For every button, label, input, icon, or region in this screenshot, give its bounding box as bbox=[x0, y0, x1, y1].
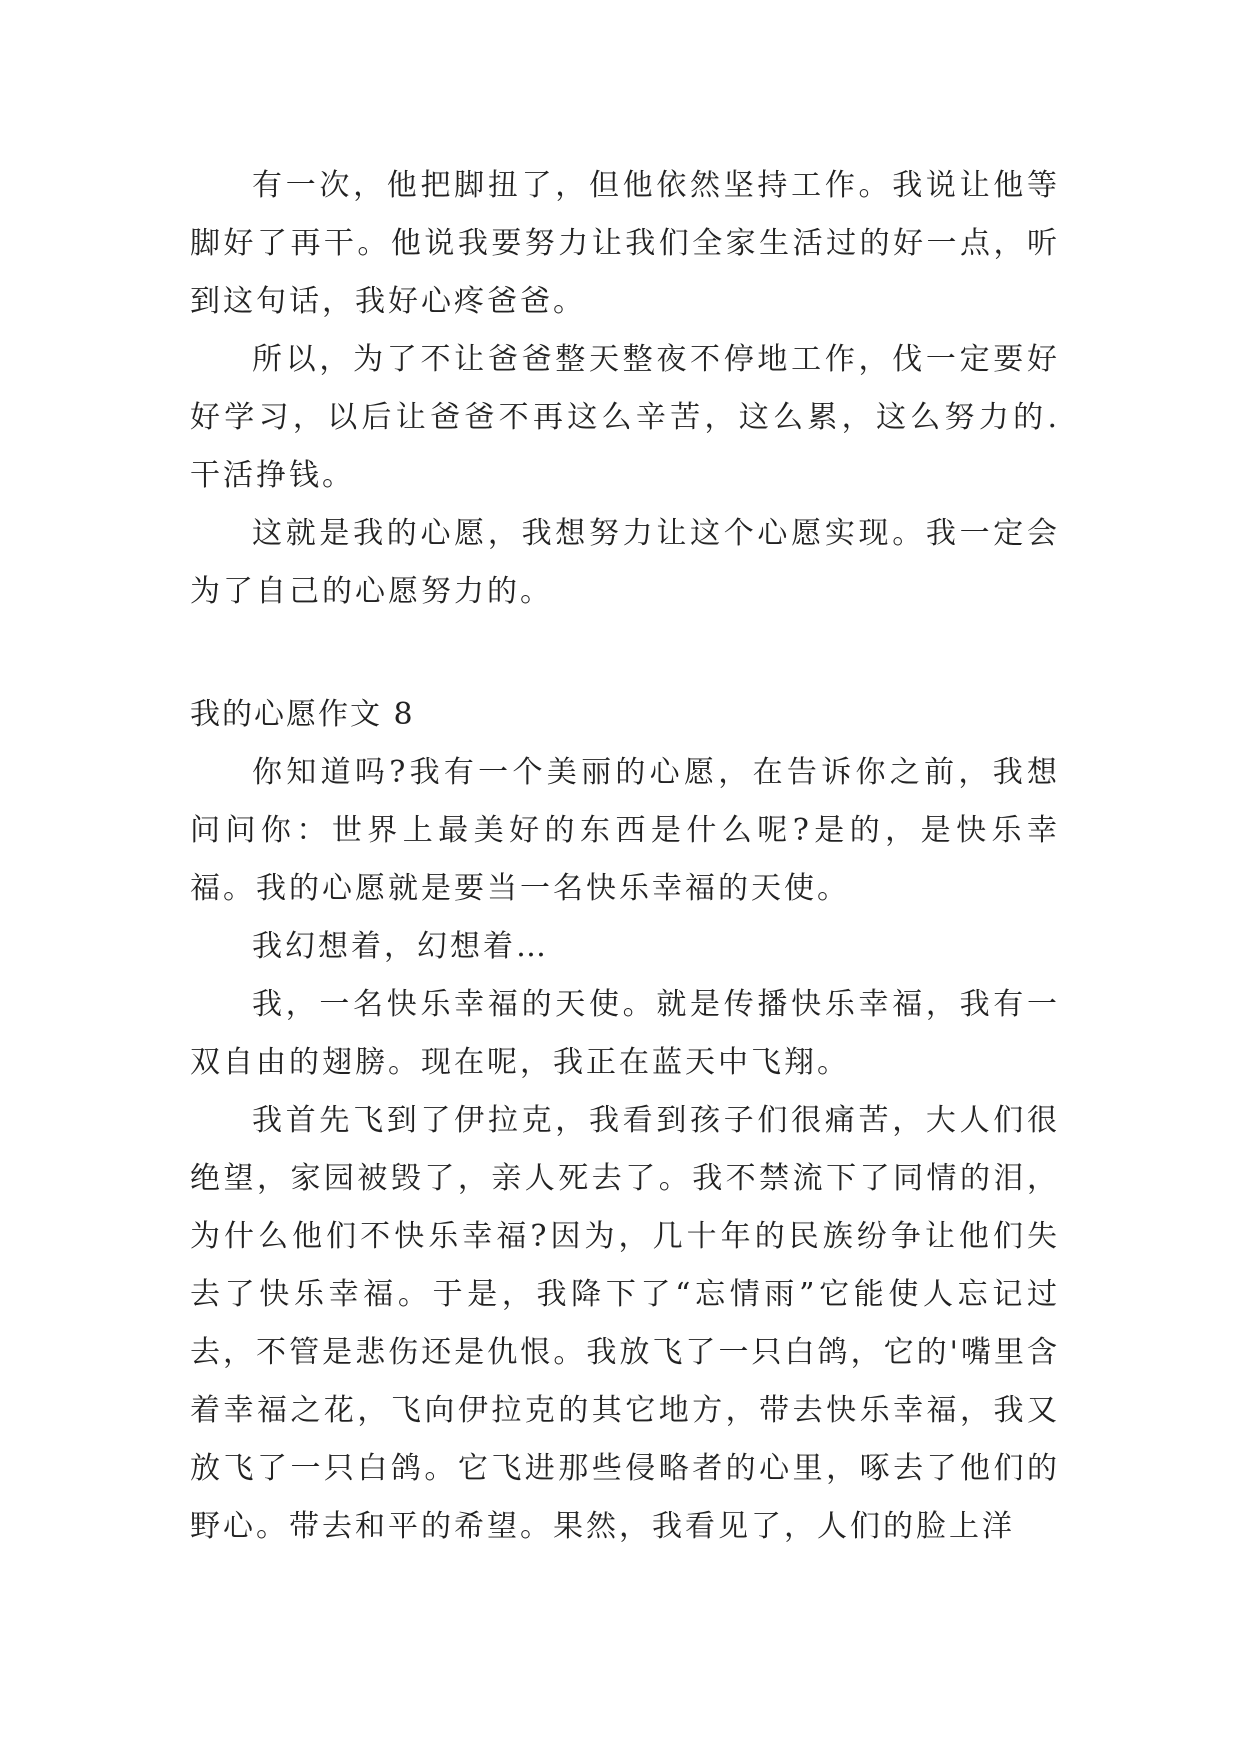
paragraph: 所以，为了不让爸爸整天整夜不停地工作，伐一定要好好学习，以后让爸爸不再这么辛苦，这么累，这么努力的.干活挣钱。 bbox=[190, 342, 1060, 493]
paragraph: 我幻想着，幻想着… bbox=[252, 929, 549, 964]
paragraph: 有一次，他把脚扭了，但他依然坚持工作。我说让他等脚好了再干。他说我要努力让我们全家生活过的好一点，听到这句话，我好心疼爸爸。 bbox=[190, 168, 1060, 319]
essay-title: 我的心愿作文 8 bbox=[190, 697, 415, 732]
essay-8 bbox=[190, 686, 1060, 1556]
paragraph: 我首先飞到了伊拉克，我看到孩子们很痛苦，大人们很绝望，家园被毁了，亲人死去了。我不禁流下了同情的泪，为什么他们不快乐幸福?因为，几十年的民族纷争让他们失去了快乐幸福。于是，我降下了“忘情雨”它能使人忘记过去，不管是悲伤还是仇恨。我放飞了一只白鸽，它的'嘴里含着幸福之花，飞向伊拉克的其它地方，带去快乐幸福，我又放飞了一只白鸽。它飞进那些侵略者的心里，啄去了他们的野心。带去和平的希望。果然，我看见了，人们的脸上洋 bbox=[190, 1103, 1060, 1544]
essay-continuation bbox=[190, 157, 1060, 621]
paragraph: 这就是我的心愿，我想努力让这个心愿实现。我一定会为了自己的心愿努力的。 bbox=[190, 516, 1060, 609]
paragraph: 你知道吗?我有一个美丽的心愿，在告诉你之前，我想问问你：世界上最美好的东西是什么呢?是的，是快乐幸福。我的心愿就是要当一名快乐幸福的天使。 bbox=[190, 755, 1060, 906]
paragraph: 我，一名快乐幸福的天使。就是传播快乐幸福，我有一双自由的翅膀。现在呢，我正在蓝天中飞翔。 bbox=[190, 987, 1060, 1080]
